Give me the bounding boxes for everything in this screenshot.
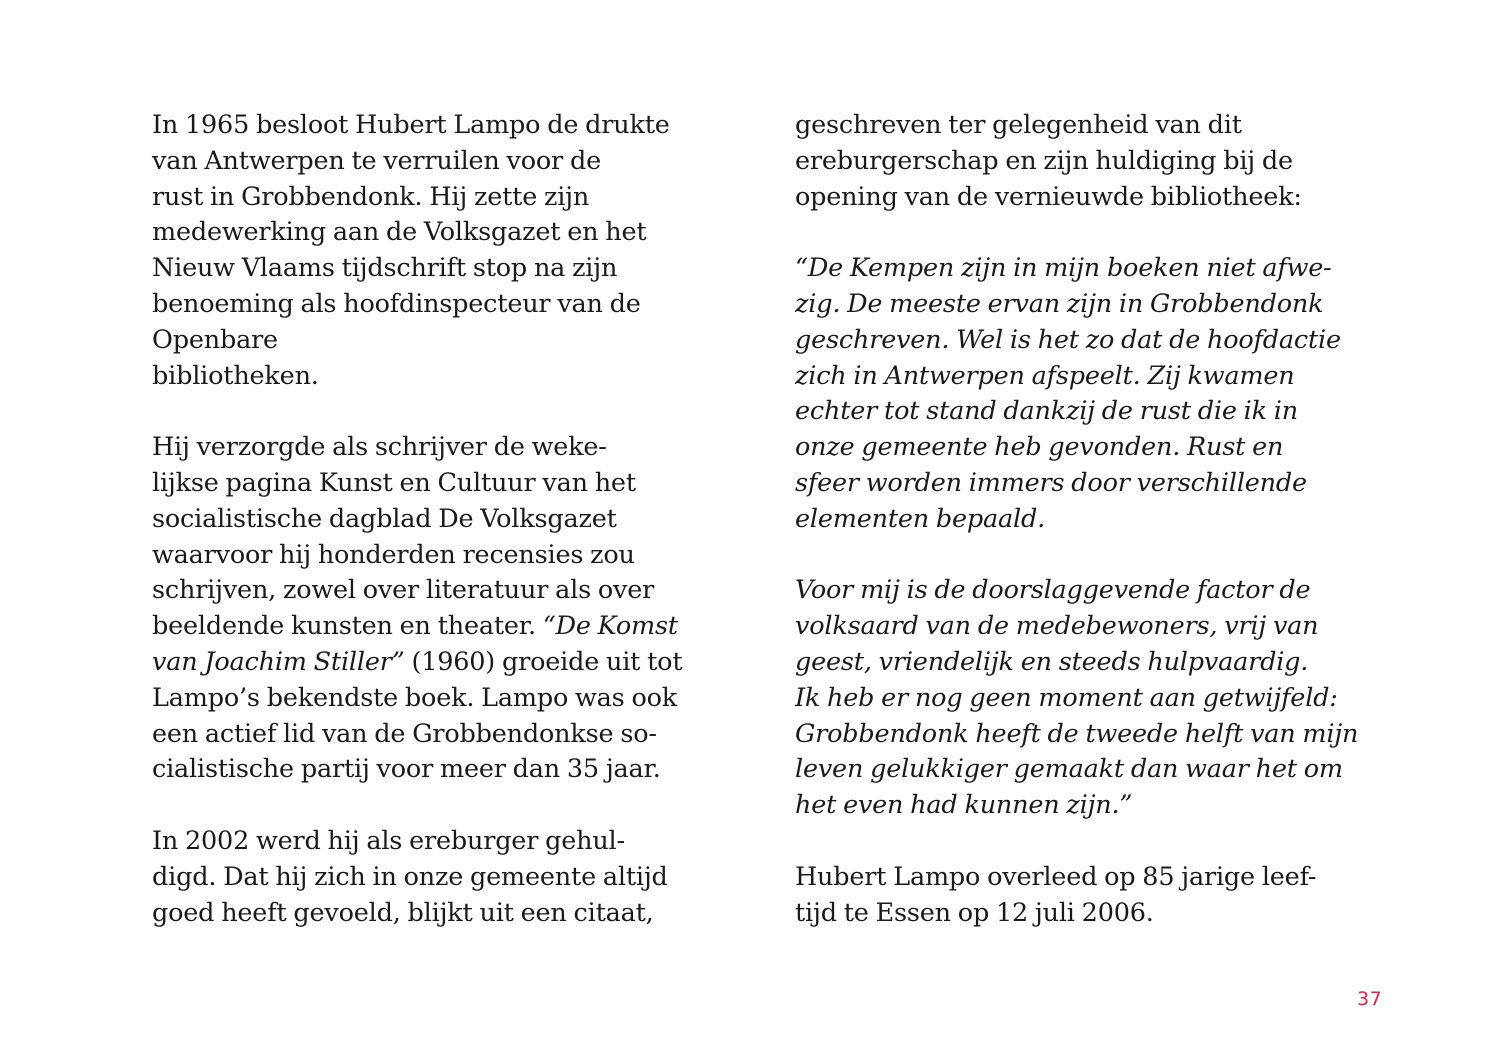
- text-line: Nieuw Vlaams tijdschrift stop na zijn: [152, 253, 618, 284]
- paragraph-death: [795, 860, 1405, 932]
- paragraph-move-to-grobbendonk: [152, 108, 752, 394]
- text-line: Lampo’s bekendste boek. Lampo was ook: [152, 682, 678, 713]
- quote-paragraph-volksaard: [795, 573, 1405, 824]
- text-line: [152, 645, 752, 681]
- quote-line: Voor mij is de doorslaggevende factor de: [795, 575, 1311, 606]
- paragraph-spacer: [795, 538, 1405, 574]
- text-segment: beeldende kunsten en theater.: [152, 611, 543, 642]
- left-column: [152, 108, 752, 931]
- paragraph-spacer: [795, 824, 1405, 860]
- text-line: opening van de vernieuwde bibliotheek:: [795, 181, 1302, 212]
- text-line: tijd te Essen op 12 juli 2006.: [795, 897, 1154, 928]
- text-line: In 2002 werd hij als ereburger gehul-: [152, 825, 625, 856]
- paragraph-quote-intro: [795, 108, 1405, 215]
- quote-line: Ik heb er nog geen moment aan getwijfeld:: [795, 682, 1338, 713]
- quote-line: Grobbendonk heeft de tweede helft van mijn: [795, 718, 1359, 749]
- text-line: een actief lid van de Grobbendonkse so-: [152, 718, 657, 749]
- text-line: medewerking aan de Volksgazet en het: [152, 217, 647, 248]
- right-column: [795, 108, 1405, 931]
- quote-line: geest, vriendelijk en steeds hulpvaardig.: [795, 646, 1309, 677]
- quote-line: het even had kunnen zijn.”: [795, 790, 1133, 821]
- quote-line: zig. De meeste ervan zijn in Grobbendonk: [795, 288, 1324, 319]
- text-line: rust in Grobbendonk. Hij zette zijn: [152, 181, 590, 212]
- text-line: [152, 609, 752, 645]
- text-line: socialistische dagblad De Volksgazet: [152, 503, 617, 534]
- text-line: benoeming als hoofdinspecteur van de: [152, 288, 641, 319]
- text-line: waarvoor hij honderden recensies zou: [152, 539, 635, 570]
- book-title: van Joachim Stiller”: [152, 646, 405, 677]
- quote-line: elementen bepaald.: [795, 503, 1046, 534]
- text-line: lijkse pagina Kunst en Cultuur van het: [152, 467, 636, 498]
- quote-line: zich in Antwerpen afspeelt. Zij kwamen: [795, 360, 1295, 391]
- text-line: Hubert Lampo overleed op 85 jarige leef-: [795, 861, 1317, 892]
- quote-line: sfeer worden immers door verschillende: [795, 467, 1307, 498]
- quote-line: leven gelukkiger gemaakt dan waar het om: [795, 754, 1343, 785]
- text-line: van Antwerpen te verruilen voor de: [152, 145, 601, 176]
- book-title: “De Komst: [542, 611, 678, 642]
- text-segment: (1960) groeide uit tot: [404, 646, 683, 677]
- page-number: 37: [1357, 988, 1383, 1010]
- text-line: cialistische partij voor meer dan 35 jaar.: [152, 754, 661, 785]
- paragraph-honorary-citizen: [152, 824, 752, 931]
- text-line: ereburgerschap en zijn huldiging bij de: [795, 145, 1293, 176]
- text-line: In 1965 besloot Hubert Lampo de drukte: [152, 110, 670, 140]
- quote-line: geschreven. Wel is het zo dat de hoofdactie: [795, 324, 1341, 355]
- paragraph-writer-career: [152, 430, 752, 788]
- text-line: goed heeft gevoeld, blijkt uit een citaat,: [152, 897, 654, 928]
- paragraph-spacer: [152, 788, 752, 824]
- text-line: digd. Dat hij zich in onze gemeente altijd: [152, 861, 668, 892]
- paragraph-spacer: [152, 394, 752, 430]
- quote-line: “De Kempen zijn in mijn boeken niet afwe-: [795, 253, 1332, 284]
- quote-line: onze gemeente heb gevonden. Rust en: [795, 432, 1284, 463]
- text-line: bibliotheken.: [152, 360, 319, 391]
- text-line: geschreven ter gelegenheid van dit: [795, 110, 1242, 140]
- text-line: Openbare: [152, 324, 278, 355]
- text-line: Hij verzorgde als schrijver de weke-: [152, 432, 607, 463]
- text-line: schrijven, zowel over literatuur als over: [152, 575, 655, 606]
- quote-paragraph-kempen: [795, 251, 1405, 537]
- paragraph-spacer: [795, 215, 1405, 251]
- quote-line: volksaard van de medebewoners, vrij van: [795, 611, 1319, 642]
- quote-line: echter tot stand dankzij de rust die ik in: [795, 396, 1298, 427]
